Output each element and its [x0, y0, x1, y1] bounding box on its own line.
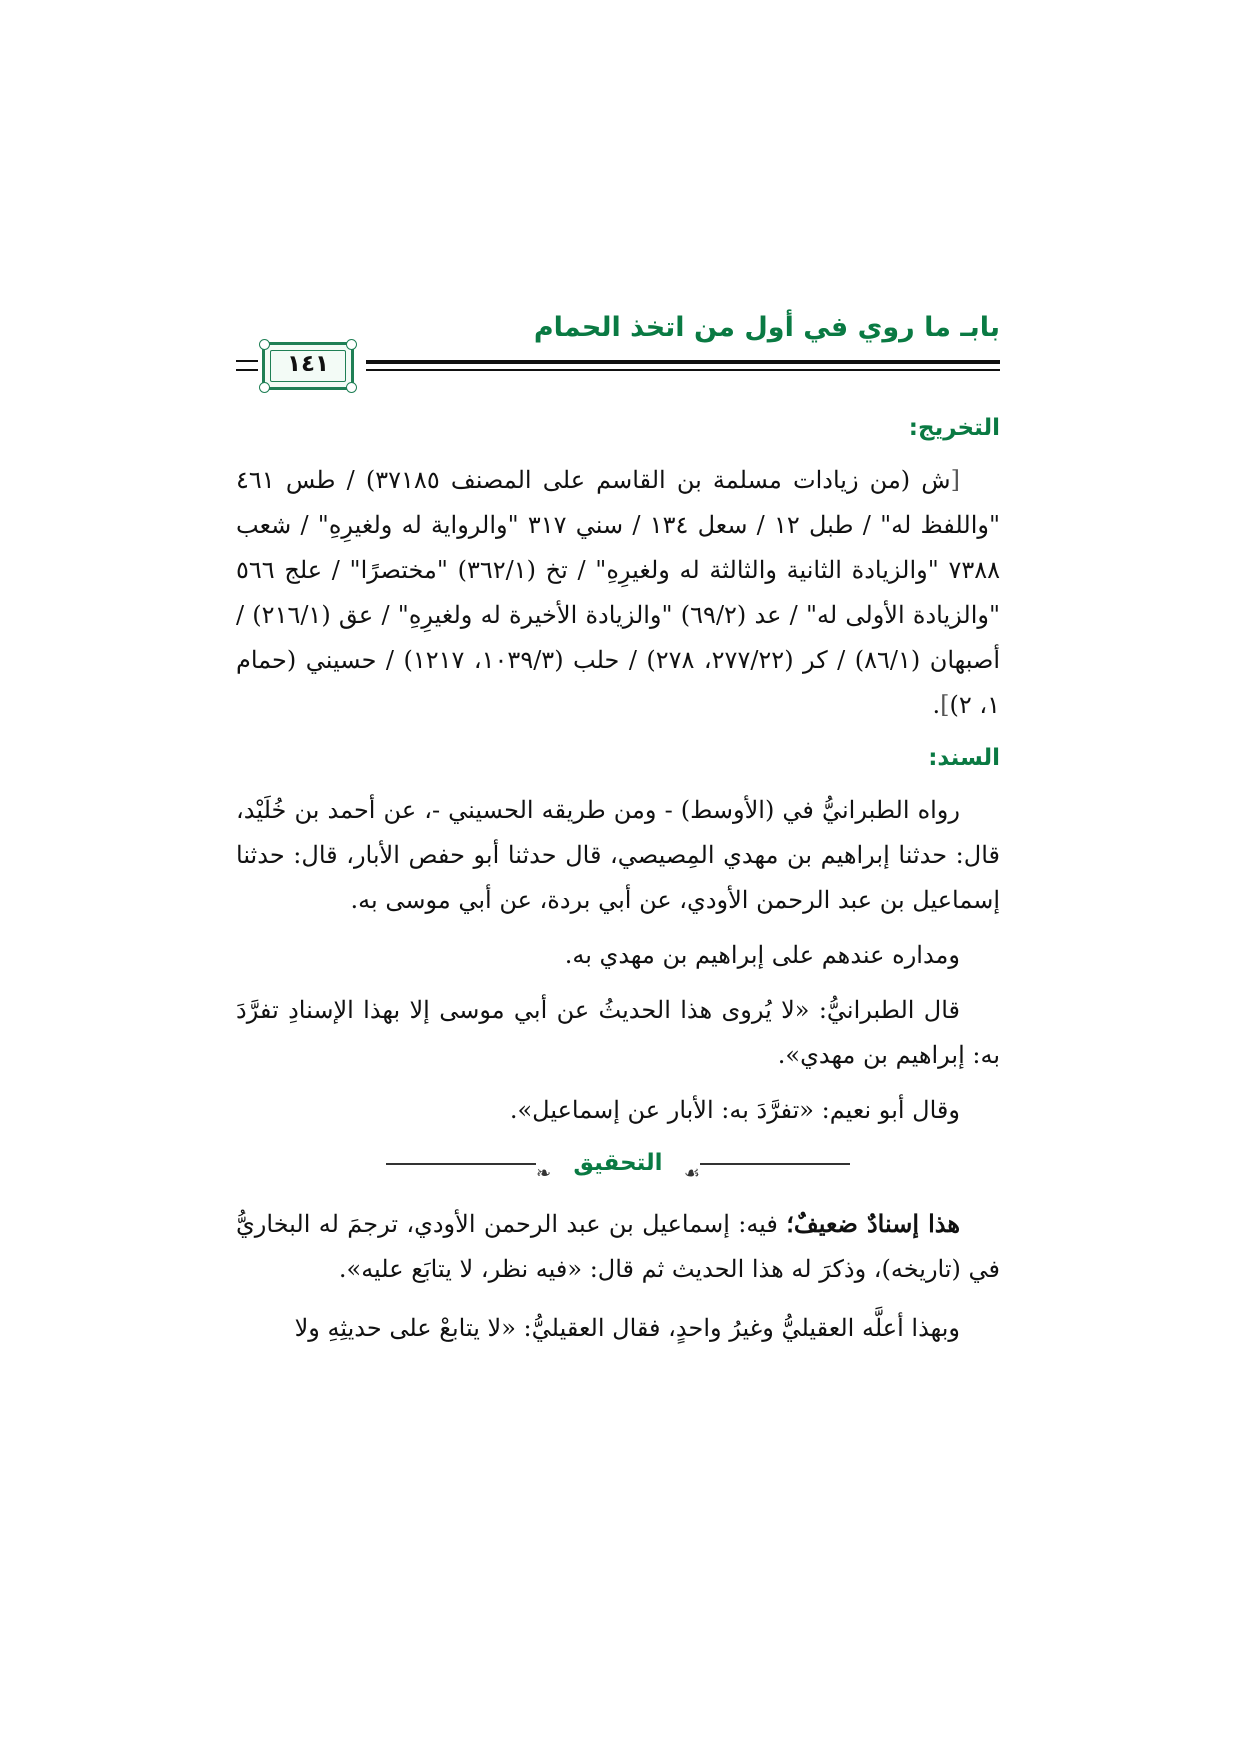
sanad-paragraph-4: وقال أبو نعيم: «تفرَّدَ به: الأبار عن إسماعيل».: [509, 1096, 960, 1124]
takhrij-end: .: [932, 691, 941, 719]
page-header: [236, 300, 1000, 400]
ornament-right-icon: ☙: [683, 1163, 700, 1184]
bracket-close: ]: [940, 691, 950, 719]
tahqiq-paragraph-1: [236, 1201, 1000, 1292]
verdict-bold: هذا إسنادٌ ضعيفٌ؛: [786, 1209, 961, 1238]
sanad-paragraph-2: ومداره عندهم على إبراهيم بن مهدي به.: [564, 941, 960, 969]
takhrij-paragraph: [236, 458, 1000, 728]
ornament-corner-icon: [259, 382, 270, 393]
ornament-corner-icon: [346, 382, 357, 393]
divider-line-right: [700, 1163, 850, 1165]
page-content: [236, 408, 1000, 1361]
header-rule-left-top: [236, 360, 258, 362]
header-rule-thick: [366, 360, 1000, 364]
tahqiq-paragraph-2: وبهذا أعلَّه العقيليُّ وغيرُ واحدٍ، فقال العقيليُّ: «لا يتابعْ على حديثِهِ ولا: [294, 1314, 960, 1342]
tahqiq-paragraph-1-rest: فيه: إسماعيل بن عبد الرحمن الأودي، ترجمَ له البخاريُّ في (تاريخه)، وذكرَ له هذا الحديث ثم قال: «فيه نظر، لا يتابَع عليه».: [236, 1210, 1000, 1283]
section-heading-tahqiq: التحقيق: [573, 1150, 663, 1176]
header-rule-thin: [366, 369, 1000, 371]
ornament-corner-icon: [259, 339, 270, 350]
sanad-paragraph-3: قال الطبرانيُّ: «لا يُروى هذا الحديثُ عن أبي موسى إلا بهذا الإسنادِ تفرَّدَ به: إبراهيم بن مهدي».: [236, 996, 1000, 1069]
sanad-paragraph-1: رواه الطبرانيُّ في (الأوسط) - ومن طريقه الحسيني -، عن أحمد بن خُلَيْد، قال: حدثنا إبراهيم بن مهدي المِصيصي، قال حدثنا أبو حفص الأبار، قال: حدثنا إسماعيل بن عبد الرحمن الأودي، عن أبي بردة، عن أبي موسى به.: [236, 796, 1000, 914]
bracket-open: [: [950, 466, 960, 494]
takhrij-text: ش (من زيادات مسلمة بن القاسم على المصنف ٣٧١٨٥) / طس ٤٦١ "واللفظ له" / طبل ١٢ / سعل ١٣٤ / سني ٣١٧ "والرواية له ولغيرِهِ" / شعب ٧٣٨٨ "والزيادة الثانية والثالثة له ولغيرِهِ" / تخ (٣٦٢/١) "مختصرًا" / علج ٥٦٦ "والزيادة الأولى له" / عد (٦٩/٢) "والزيادة الأخيرة له ولغيرِهِ" / عق (٢١٦/١) / أصبهان (٨٦/١) / كر (٢٧٧/٢٢، ٢٧٨) / حلب (١٠٣٩/٣، ١٢١٧) / حسيني (حمام ١، ٢): [236, 466, 1000, 719]
page-number-frame: [262, 342, 354, 390]
chapter-title: بابـ ما روي في أول من اتخذ الحمام: [533, 312, 1000, 343]
ornament-corner-icon: [346, 339, 357, 350]
page-number: ١٤١: [286, 351, 330, 377]
header-rule-left-bottom: [236, 369, 258, 371]
section-heading-sanad: السند:: [928, 745, 1000, 771]
tahqiq-divider: [236, 1143, 1000, 1183]
ornament-left-icon: ❧: [536, 1163, 552, 1184]
section-heading-takhrij: التخريج:: [908, 415, 1000, 441]
